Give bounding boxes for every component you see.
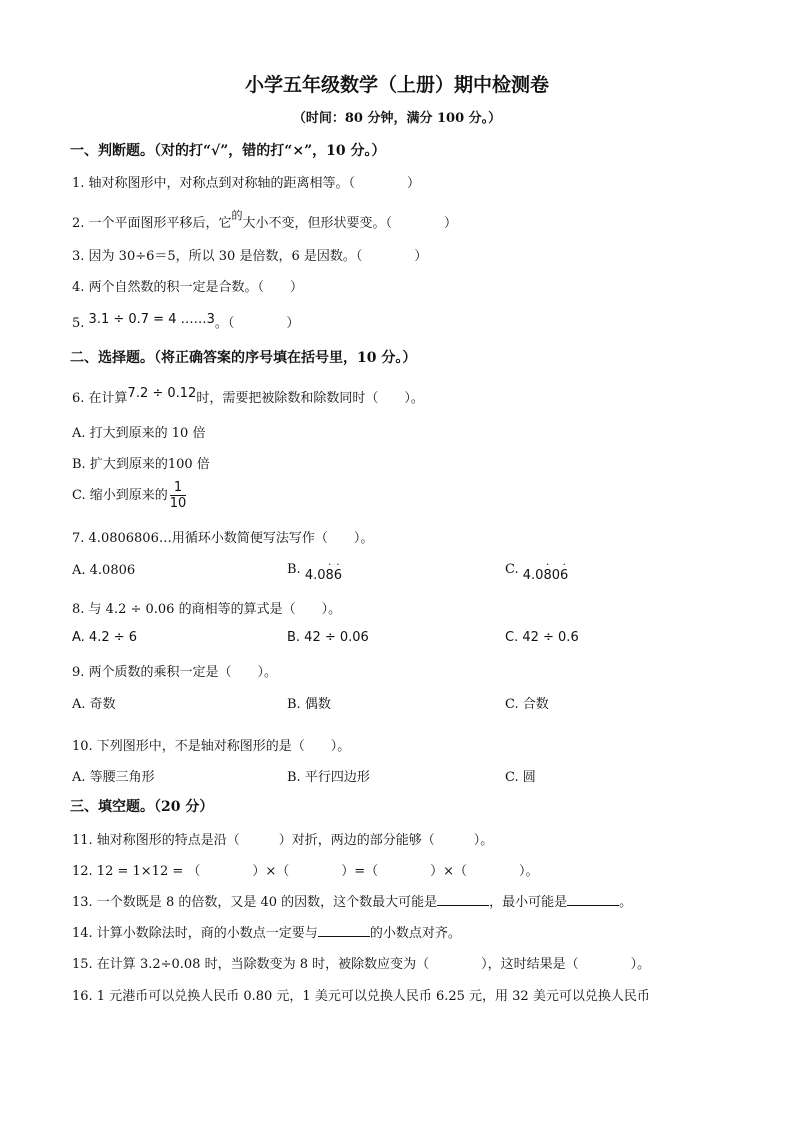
question-3: 3. 因为 30÷6＝5，所以 30 是倍数，6 是因数。（ ） <box>72 249 428 264</box>
question-14-text-a: 14. 计算小数除法时，商的小数点一定要与 <box>72 926 318 941</box>
question-14-text-b: 的小数点对齐。 <box>369 926 461 941</box>
question-6-text-b: 时，需要把被除数和除数同时（ ）。 <box>196 391 424 406</box>
question-13-text-c: 。 <box>619 895 633 910</box>
option-b-prefix: 4.0 <box>304 568 326 583</box>
option-b-digit-1: 8 <box>325 568 334 583</box>
question-5-expression: 3.1 ÷ 0.7 = 4 ……3 <box>88 312 215 327</box>
section-3-heading: 三、填空题。（20 分） <box>70 799 214 815</box>
question-7: 7. 4.0806806…用循环小数简便写法写作（ ）。 <box>72 531 374 546</box>
question-10-option-a: A. 等腰三角形 <box>72 770 155 785</box>
answer-blank-decimal[interactable] <box>318 924 370 937</box>
question-9-option-b: B. 偶数 <box>287 697 331 712</box>
question-8-option-c: C. 42 ÷ 0.6 <box>505 630 579 645</box>
option-c-digit-1: 8 <box>543 568 552 583</box>
section-2-heading: 二、选择题。（将正确答案的序号填在括号里，10 分。） <box>70 350 417 366</box>
question-5 <box>72 312 299 331</box>
repeat-dot: · <box>336 560 340 571</box>
question-6-option-a: A. 打大到原来的 10 倍 <box>72 426 206 441</box>
question-12: 12. 12 = 1×12 = （ ）×（ ）=（ ）×（ ）。 <box>72 864 539 879</box>
question-6-expression: 7.2 ÷ 0.12 <box>127 386 197 401</box>
question-10-option-c: C. 圆 <box>505 770 536 785</box>
repeating-digit-start <box>325 560 334 583</box>
page-title: 小学五年级数学（上册）期中检测卷 <box>244 74 549 96</box>
question-5-tail: 。（ ） <box>214 316 300 331</box>
answer-blank-min[interactable] <box>567 893 619 906</box>
repeat-dot: · <box>562 560 566 571</box>
question-9: 9. 两个质数的乘积一定是（ ）。 <box>72 665 278 680</box>
question-11: 11. 轴对称图形的特点是沿（ ）对折，两边的部分能够（ ）。 <box>72 833 494 848</box>
question-2-sup: 的 <box>231 209 243 222</box>
question-5-number: 5. <box>72 316 85 331</box>
question-6-option-c-text: C. 缩小到原来的 <box>72 488 168 503</box>
question-2 <box>72 209 458 231</box>
question-16: 16. 1 元港币可以兑换人民币 0.80 元，1 美元可以兑换人民币 6.25 元，用 32 美元可以兑换人民币 <box>72 989 650 1004</box>
question-9-option-a: A. 奇数 <box>72 697 116 712</box>
repeating-digit-start <box>543 560 552 583</box>
repeat-dot: · <box>546 560 550 571</box>
option-b-digit-2: 6 <box>333 568 343 583</box>
question-2-text-b: 大小不变，但形状要变。（ ） <box>242 216 458 231</box>
question-4: 4. 两个自然数的积一定是合数。（ ） <box>72 280 304 295</box>
question-15: 15. 在计算 3.2÷0.08 时，当除数变为 8 时，被除数应变为（ ），这时结果是（ ）。 <box>72 957 651 972</box>
option-c-prefix: 4.0 <box>522 568 544 583</box>
question-10: 10. 下列图形中，不是轴对称图形的是（ ）。 <box>72 739 351 754</box>
question-9-option-c: C. 合数 <box>505 697 549 712</box>
question-8-option-a: A. 4.2 ÷ 6 <box>72 630 138 645</box>
option-c-digit-2: 6 <box>560 568 569 583</box>
repeating-digit-end <box>560 560 569 583</box>
section-1-heading: 一、判断题。（对的打“√”，错的打“×”，10 分。） <box>70 143 386 159</box>
exam-time-note: （时间：80 分钟，满分 100 分。） <box>292 111 502 126</box>
question-6-option-c <box>72 480 186 511</box>
repeating-digit-end <box>333 560 343 583</box>
question-1: 1. 轴对称图形中，对称点到对称轴的距离相等。（ ） <box>72 176 421 191</box>
question-6-option-b: B. 扩大到原来的100 倍 <box>72 457 210 472</box>
question-13-text-a: 13. 一个数既是 8 的倍数，又是 40 的因数，这个数最大可能是 <box>72 895 438 910</box>
answer-blank-max[interactable] <box>437 893 489 906</box>
question-7-option-c <box>505 560 569 583</box>
question-7-option-c-value <box>522 560 569 583</box>
question-7-option-a: A. 4.0806 <box>72 563 136 578</box>
question-14 <box>72 922 461 941</box>
question-13 <box>72 891 632 910</box>
question-6 <box>72 387 424 406</box>
fraction-denominator: 10 <box>169 496 187 511</box>
option-c-middle: 0 <box>551 568 561 583</box>
question-7-option-b-label: B. <box>287 562 301 577</box>
question-13-text-b: ，最小可能是 <box>489 895 568 910</box>
fraction-one-tenth <box>170 480 187 511</box>
question-8-option-b: B. 42 ÷ 0.06 <box>287 630 369 645</box>
repeat-dot: · <box>328 560 332 571</box>
question-7-option-b-value <box>304 560 343 583</box>
question-10-option-b: B. 平行四边形 <box>287 770 370 785</box>
question-7-option-b <box>287 560 343 583</box>
fraction-numerator: 1 <box>170 480 187 496</box>
question-6-text-a: 6. 在计算 <box>72 391 128 406</box>
question-2-text-a: 2. 一个平面图形平移后，它 <box>72 216 232 231</box>
question-8: 8. 与 4.2 ÷ 0.06 的商相等的算式是（ ）。 <box>72 602 342 617</box>
question-7-option-c-label: C. <box>505 562 519 577</box>
